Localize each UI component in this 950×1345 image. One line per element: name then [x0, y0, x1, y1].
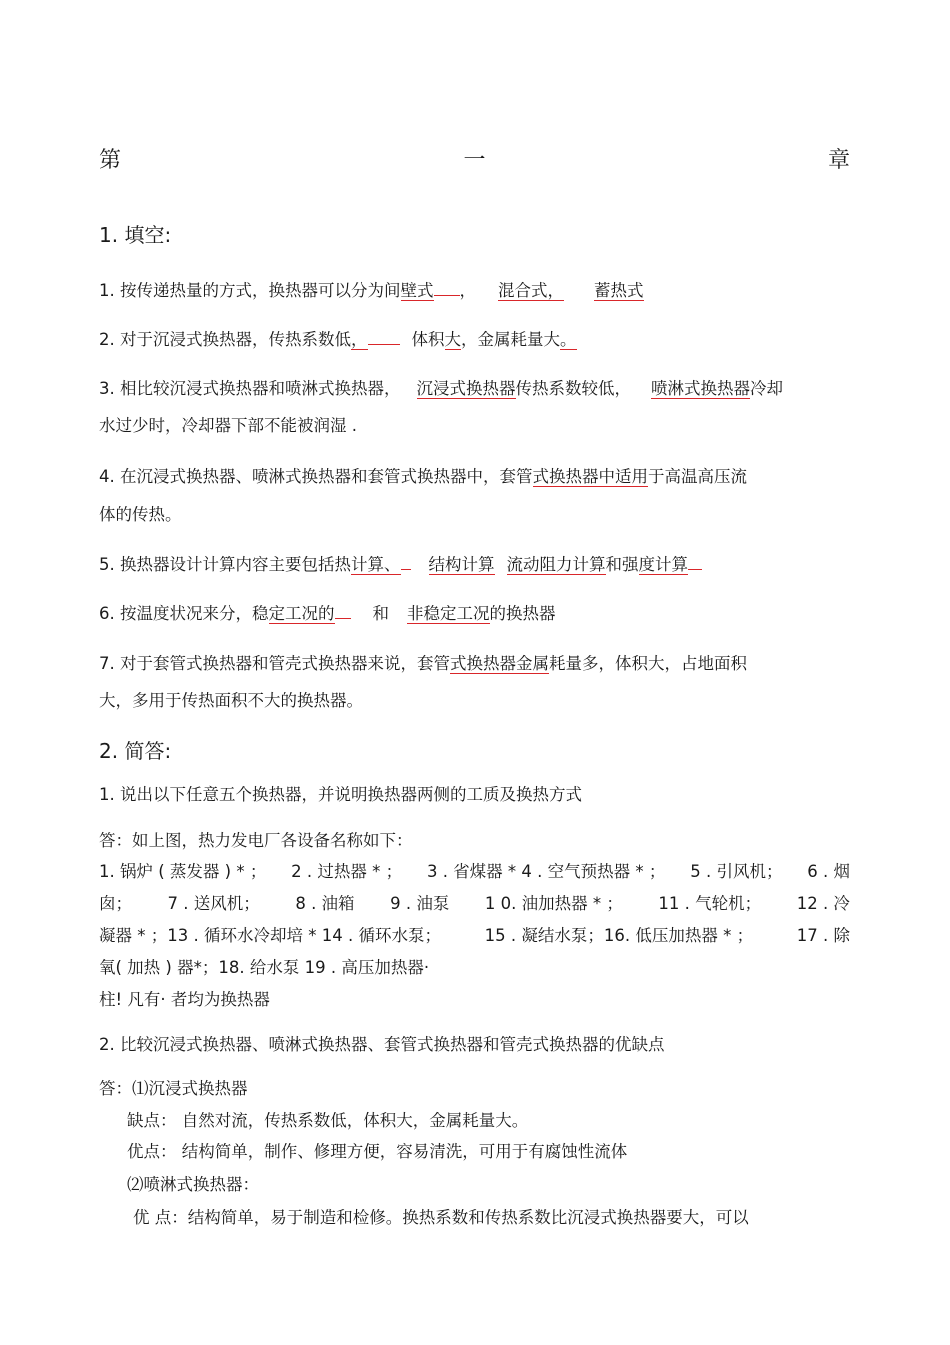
fill-question-7-cont: 大，多用于传热面积不大的换热器。 — [99, 691, 363, 710]
short-answer-2-sub: ⑵喷淋式换热器： — [127, 1175, 259, 1194]
short-answer-1-intro: 答：如上图，热力发电厂各设备名称如下： — [99, 831, 413, 850]
short-answer-1-note: 柱! 凡有· 者均为换热器 — [99, 990, 270, 1009]
answer-blank: 。 — [560, 330, 577, 349]
short-answer-2-cons: 缺点： 自然对流，传热系数低，体积大，金属耗量大。 — [127, 1111, 529, 1130]
answer-blank: 度计算 — [638, 555, 688, 574]
section-heading-short: 2. 简答: — [99, 739, 172, 763]
short-answer-1-line-2: 囱； 7 . 送风机； 8 . 油箱 9 . 油泵 1 0. 油加热器 * ； 11 . 气轮机； 12 . 冷 — [99, 894, 850, 913]
chapter-char-1: 第 — [99, 148, 122, 173]
chapter-char-2: 一 — [463, 148, 486, 173]
answer-blank: 大 — [444, 330, 461, 349]
answer-blank: 沉浸式换热器 — [416, 379, 516, 398]
short-question-2: 2. 比较沉浸式换热器、喷淋式换热器、套管式换热器和管壳式换热器的优缺点 — [99, 1035, 665, 1054]
answer-blank: 蓄热式 — [594, 281, 644, 300]
answer-blank: 喷淋式换热器 — [651, 379, 750, 398]
chapter-title — [99, 146, 850, 176]
answer-blank: 流动阻力计算 — [506, 555, 606, 574]
short-answer-1-line-3: 凝器 * ；13 . 循环水冷却培 * 14 . 循环水泵； 15 . 凝结水泵；16. 低压加热器 * ； 17 . 除 — [99, 926, 850, 945]
fill-question-6: 6. 按温度状况来分，稳定工况的 和 非稳定工况的换热器 — [99, 604, 556, 623]
short-answer-2-intro: 答：⑴沉浸式换热器 — [99, 1079, 248, 1098]
answer-blank: 结构计算 — [428, 555, 495, 574]
fill-question-1: 1. 按传递热量的方式，换热器可以分为间壁式 ， 混合式， 蓄热式 — [99, 281, 644, 300]
answer-blank: ， — [351, 330, 368, 349]
short-answer-2-pros: 优点： 结构简单，制作、修理方便，容易清洗，可用于有腐蚀性流体 — [127, 1142, 628, 1161]
fill-question-3: 3. 相比较沉浸式换热器和喷淋式换热器， 沉浸式换热器传热系数较低， 喷淋式换热器冷却 — [99, 379, 783, 398]
short-answer-1-line-4: 氧( 加热 ) 器*；18. 给水泵 19 . 高压加热器· — [99, 958, 430, 977]
answer-blank: 非稳定工况 — [407, 604, 490, 623]
fill-question-3-cont: 水过少时，冷却器下部不能被润湿 . — [99, 416, 357, 435]
answer-blank: 混合式， — [498, 281, 564, 300]
answer-blank: 定工况的 — [268, 604, 335, 623]
short-question-1: 1. 说出以下任意五个换热器，并说明换热器两侧的工质及换热方式 — [99, 785, 582, 804]
short-answer-1-line-1: 1. 锅炉 ( 蒸发器 ) * ； 2 . 过热器 * ； 3 . 省煤器 * 4 . 空气预热器 * ； 5 . 引风机； 6 . 烟 — [99, 862, 850, 881]
answer-blank: 式换热器金属 — [450, 654, 549, 673]
fill-question-7: 7. 对于套管式换热器和管壳式换热器来说，套管式换热器金属耗量多，体积大，占地面积 — [99, 654, 747, 673]
fill-question-2: 2. 对于沉浸式换热器，传热系数低， 体积大，金属耗量大。 — [99, 330, 577, 349]
fill-question-4: 4. 在沉浸式换热器、喷淋式换热器和套管式换热器中，套管式换热器中适用于高温高压流 — [99, 467, 747, 486]
chapter-char-3: 章 — [827, 148, 850, 173]
section-heading-fill: 1. 填空: — [99, 223, 172, 247]
fill-question-4-cont: 体的传热。 — [99, 505, 182, 524]
answer-blank: 壁式 — [400, 281, 434, 300]
answer-blank: 式换热器中适用 — [532, 467, 648, 486]
answer-blank: 计算、 — [351, 555, 401, 574]
short-answer-2-pros-2: 优 点：结构简单，易于制造和检修。换热系数和传热系数比沉浸式换热器要大，可以 — [133, 1208, 749, 1227]
fill-question-5: 5. 换热器设计计算内容主要包括热计算、 结构计算 流动阻力计算和强度计算 — [99, 554, 702, 576]
